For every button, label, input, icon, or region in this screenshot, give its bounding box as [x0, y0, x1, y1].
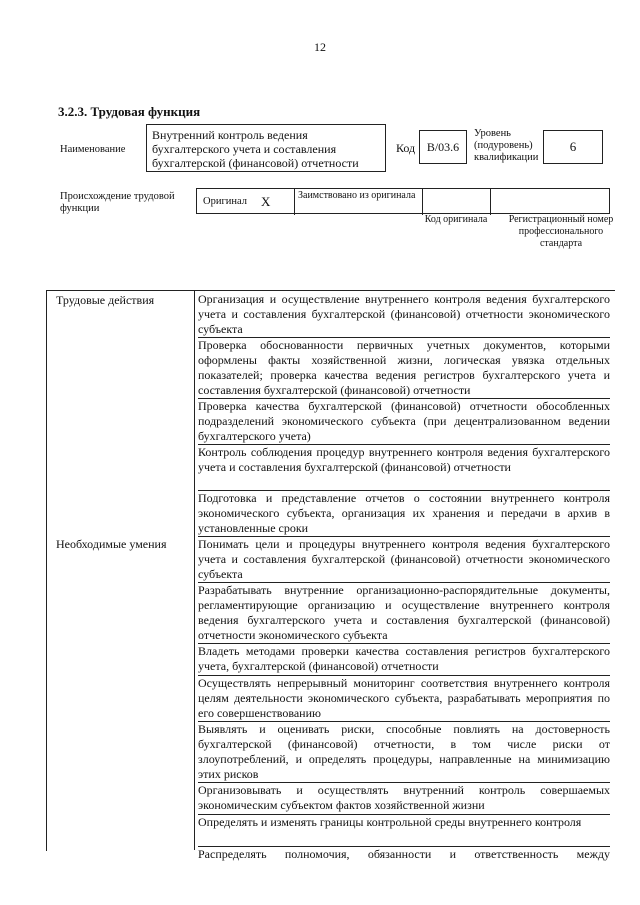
level-value-box: 6	[543, 130, 603, 164]
page-number: 12	[314, 40, 326, 54]
function-name-box: Внутренний контроль ведения бухгалтерского учета и составления бухгалтерской (финансовой) отчетности	[146, 124, 386, 172]
origin-code-cell	[423, 189, 491, 215]
actions-label: Трудовые действия	[56, 293, 155, 307]
original-mark: X	[261, 194, 271, 209]
skill-item: Понимать цели и процедуры внутреннего контроля ведения бухгалтерского учета и составления бухгалтерской (финансовой) отчетности экономического субъекта	[198, 537, 610, 581]
borrowed-label: Заимствовано из оригинала	[298, 190, 416, 201]
skill-item: Осуществлять непрерывный мониторинг соответствия внутреннего контроля целям деятельности экономического субъекта, разрабатывать мероприятия по его совершенствованию	[198, 676, 610, 720]
skill-item: Определять и изменять границы контрольной среды внутреннего контроля	[198, 815, 610, 847]
original-cell	[197, 189, 295, 215]
code-label: Код	[396, 141, 416, 155]
skills-label: Необходимые умения	[56, 537, 167, 551]
level-label: Уровень (подуровень) квалификации	[474, 128, 539, 163]
section-title: 3.2.3. Трудовая функция	[58, 104, 201, 119]
skill-item: Выявлять и оценивать риски, способные повлиять на достоверность бухгалтерской (финансовой) отчетности, в том числе риски от злоупотреблений, и определять процедуры, направленные на минимизацию этих рисков	[198, 722, 610, 781]
skill-item: Организовывать и осуществлять внутренний контроль совершаемых экономическим субъектом фактов хозяйственной жизни	[198, 783, 610, 815]
action-item: Проверка качества бухгалтерской (финансовой) отчетности обособленных подразделений экономического субъекта (при децентрализованном ведении бухгалтерского учета)	[198, 399, 610, 443]
skill-item: Распределять полномочия, обязанности и ответственность между	[198, 847, 610, 861]
skill-item: Владеть методами проверки качества составления регистров бухгалтерского учета, бухгалтерской (финансовой) отчетности	[198, 644, 610, 676]
origin-row	[196, 188, 610, 214]
action-item: Подготовка и представление отчетов о состоянии внутреннего контроля экономического субъекта, организация их хранения и передачи в архив в установленные сроки	[198, 491, 610, 535]
action-item: Проверка обоснованности первичных учетных документов, которыми оформлены факты хозяйственной жизни, логическая увязка отдельных показателей; проверка качества ведения регистров бухгалтерского учета и составления бухгалтерской (финансовой) отчетности	[198, 338, 610, 397]
table-divider	[194, 290, 195, 850]
original-label: Оригинал	[203, 196, 247, 207]
code-value-box: B/03.6	[419, 130, 467, 164]
code-caption: Код оригинала	[424, 214, 488, 225]
borrowed-cell	[295, 189, 423, 215]
skill-item: Разрабатывать внутренние организационно-распорядительные документы, регламентирующие организацию и осуществление внутреннего контроля ведения бухгалтерского учета и составления бухгалтерской (финансовой) отчетности экономического субъекта	[198, 583, 610, 642]
name-label: Наименование	[60, 144, 126, 155]
reg-number-caption: Регистрационный номер профессионального стандарта	[508, 214, 614, 249]
origin-label: Происхождение трудовой функции	[60, 191, 175, 214]
action-item: Контроль соблюдения процедур внутреннего контроля ведения бухгалтерского учета и составления бухгалтерской (финансовой) отчетности	[198, 445, 610, 491]
action-item: Организация и осуществление внутреннего контроля ведения бухгалтерского учета и составления бухгалтерской (финансовой) отчетности экономического субъекта	[198, 292, 610, 336]
